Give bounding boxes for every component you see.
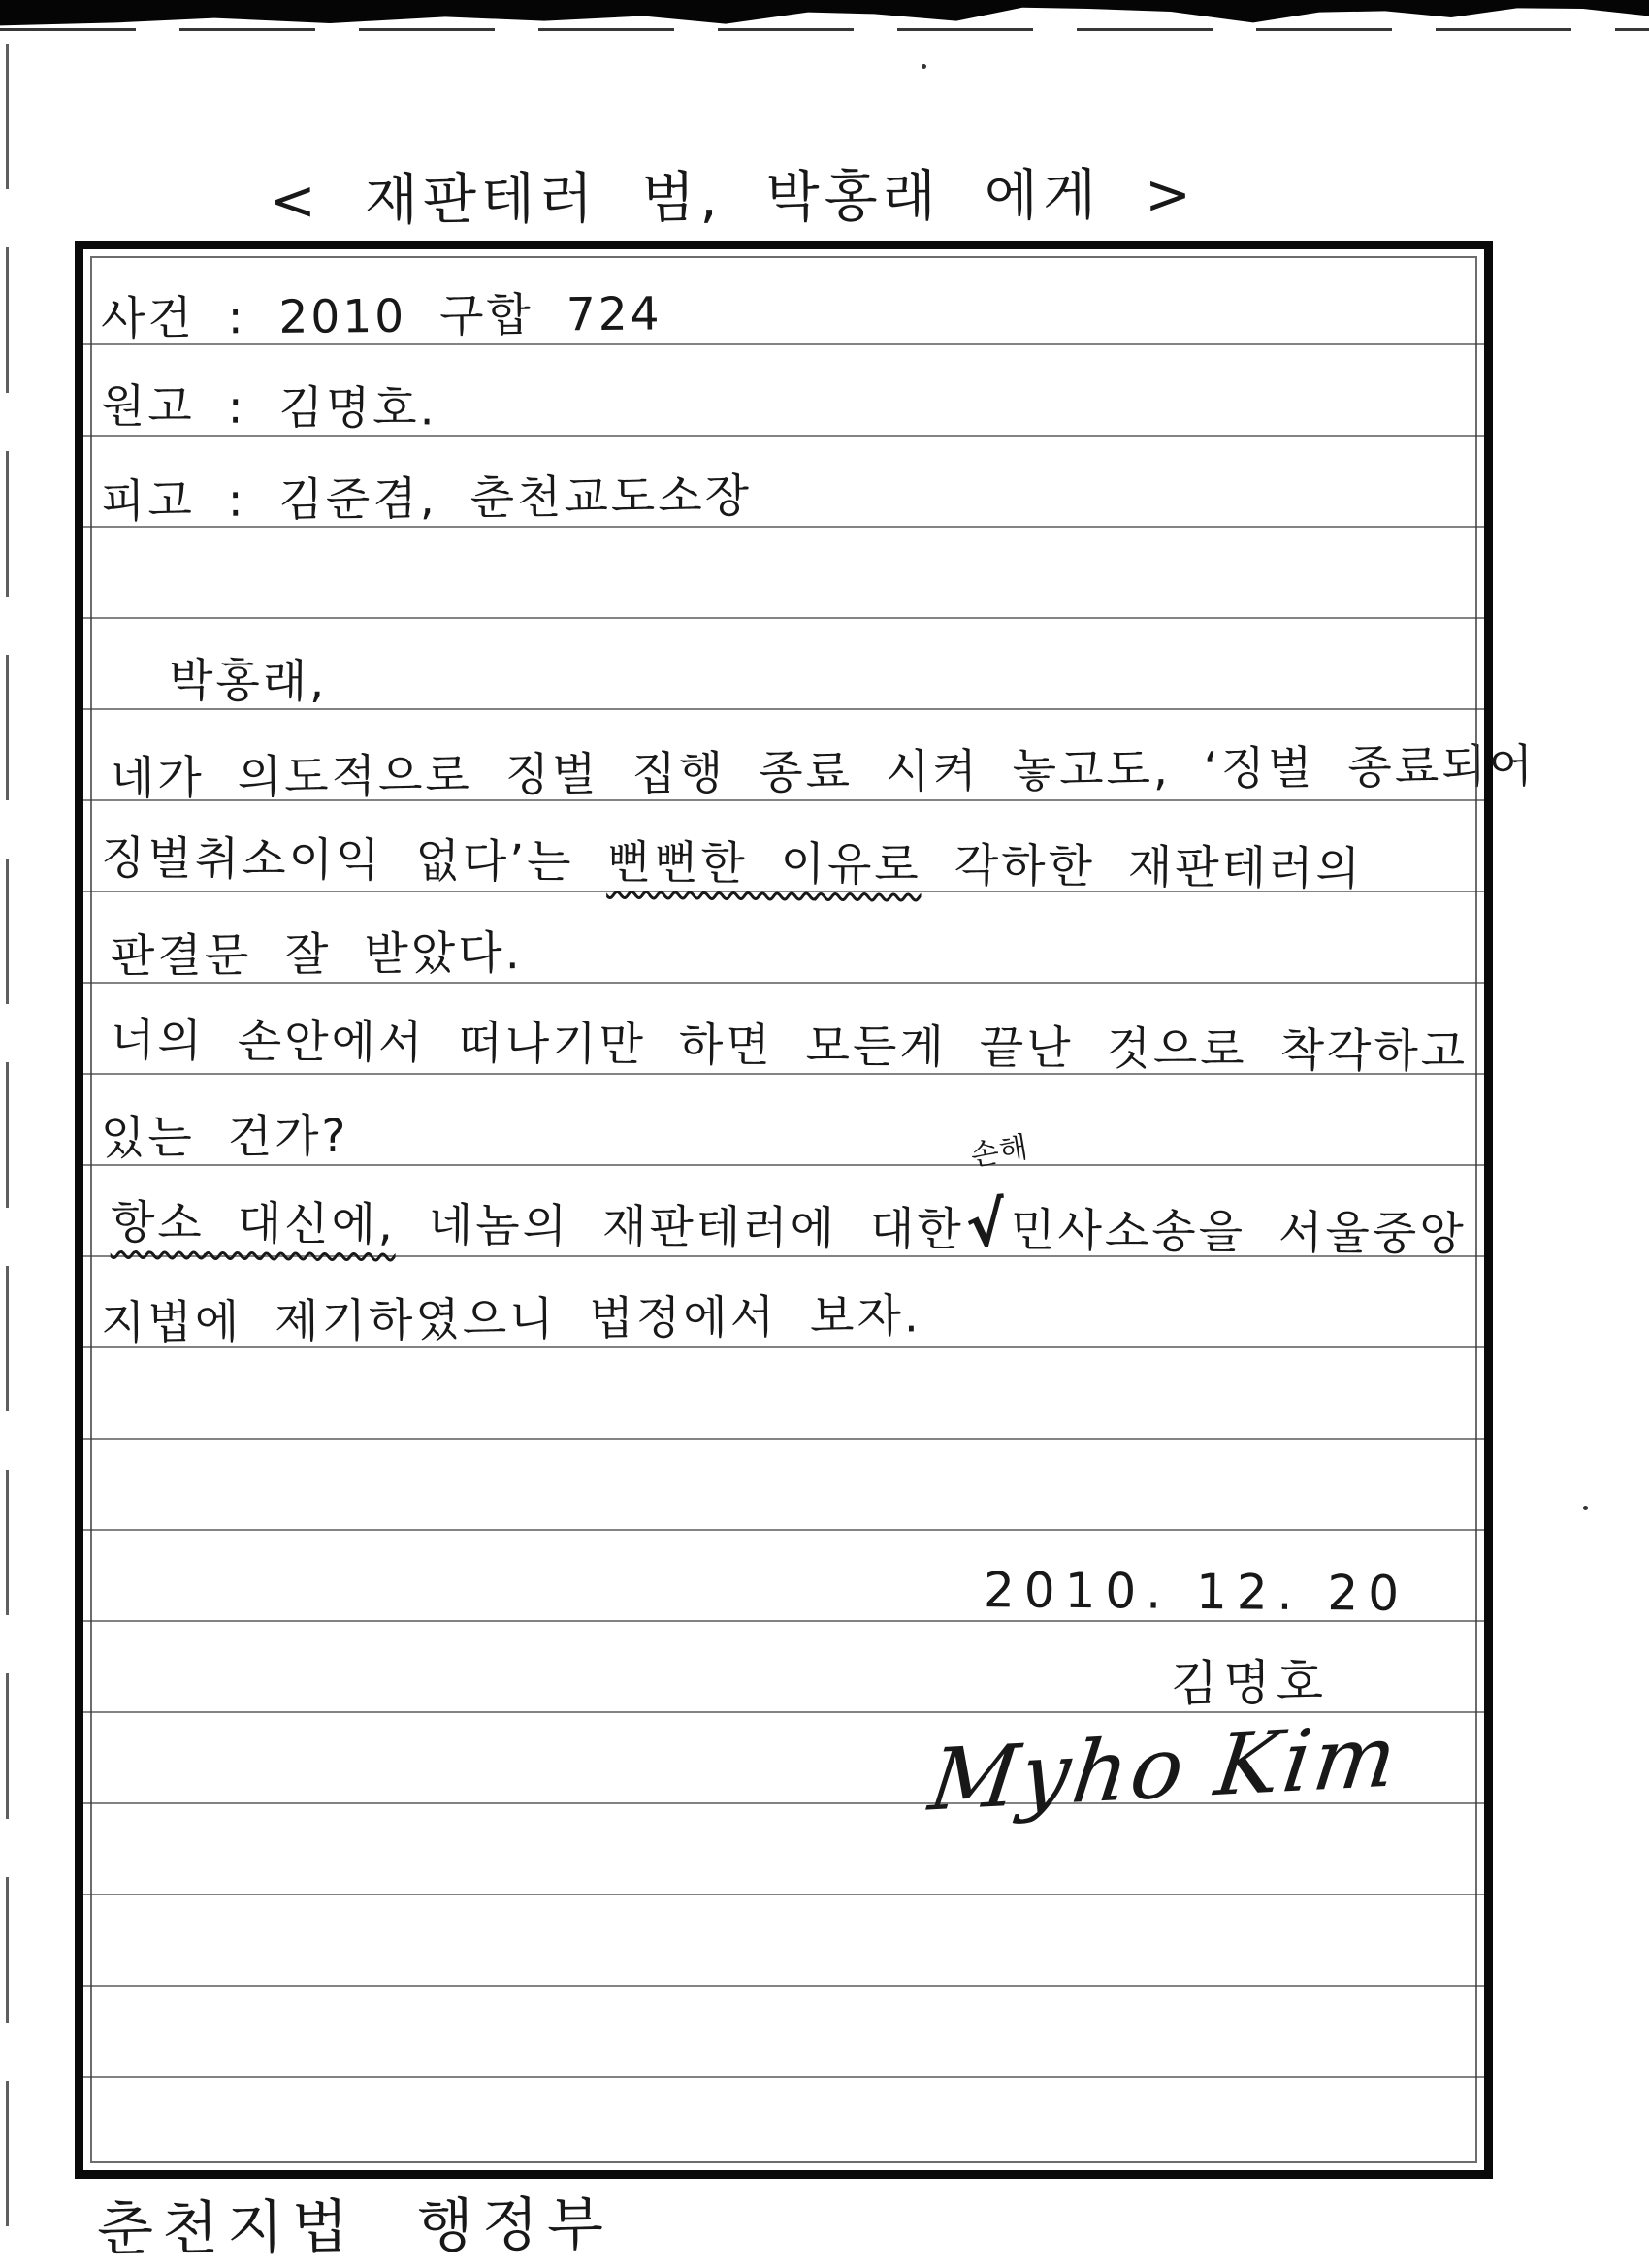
letter-title: < 재판테러 범, 박홍래 에게 > — [269, 162, 1197, 234]
body-line-2-prefix: 징벌취소이익 없다’는 — [100, 830, 607, 890]
body-line-5 — [83, 1075, 1484, 1166]
signature-line — [83, 1705, 1484, 1831]
footer-court-label: 춘천지법 행정부 — [96, 2190, 613, 2264]
signer-name-line — [83, 1622, 1484, 1713]
body-line-6-underlined-phrase: 항소 대신에, — [110, 1195, 397, 1252]
body-line-1-text: 네가 의도적으로 징벌 집행 종료 시켜 놓고도, ‘징벌 종료되어 — [110, 739, 1536, 806]
signer-name-text: 김명호 — [1170, 1653, 1330, 1712]
body-line-6-mid: 네놈의 재판테러에 대한 — [395, 1198, 964, 1257]
body-line-4 — [83, 984, 1484, 1079]
body-line-2-suffix: 각하한 재판테러의 — [921, 838, 1364, 896]
body-line-1 — [83, 710, 1536, 806]
body-line-2-underlined-phrase: 뻔뻔한 이유로 — [606, 835, 922, 892]
salutation-text: 박홍래, — [168, 653, 328, 709]
date-line — [83, 1531, 1484, 1622]
case-number-line — [83, 254, 1484, 345]
ruled-rows — [83, 249, 1536, 2170]
plaintiff-text: 원고 : 김명호. — [100, 379, 437, 437]
ruled-line — [83, 1348, 1484, 1440]
insertion-text-sonhae: 손해 — [967, 1129, 1031, 1174]
scan-speck — [1583, 1506, 1588, 1510]
body-line-5-text: 있는 건가? — [100, 1109, 349, 1165]
defendant-line — [83, 437, 1484, 528]
ruled-line — [83, 1895, 1484, 1987]
body-line-3 — [83, 892, 1484, 984]
body-line-6-suffix: 민사소송을 서울중앙 — [1010, 1203, 1467, 1261]
insertion-caret-mark: √ — [962, 1186, 1013, 1262]
body-line-7 — [83, 1257, 1484, 1348]
ruled-line — [83, 1804, 1484, 1895]
case-number-text: 사건 : 2010 구합 724 — [100, 287, 663, 346]
body-line-3-text: 판결문 잘 받았다. — [110, 925, 523, 984]
defendant-text: 피고 : 김준겸, 춘천교도소장 — [100, 469, 753, 529]
handwritten-signature: Myho Kim — [924, 1705, 1406, 1831]
salutation-line — [83, 619, 1484, 710]
scan-artifact-top-line — [0, 28, 1649, 31]
plaintiff-line — [83, 345, 1484, 437]
body-line-7-text: 지법에 제기하였으니 법정에서 보자. — [100, 1288, 922, 1350]
ruled-line — [83, 1440, 1484, 1531]
scan-artifact-left-edge — [6, 44, 9, 2255]
scan-artifact-top-band — [0, 0, 1649, 29]
letter-body-box — [75, 241, 1536, 2179]
ruled-line — [83, 1987, 1484, 2078]
ruled-line — [83, 528, 1484, 619]
scan-speck — [922, 64, 926, 69]
body-line-2 — [83, 801, 1484, 896]
body-line-4-text: 너의 손안에서 떠나기만 하면 모든게 끝난 것으로 착각하고 — [110, 1013, 1469, 1079]
date-text: 2010. 12. 20 — [983, 1561, 1409, 1622]
ruled-line — [83, 2078, 1484, 2169]
